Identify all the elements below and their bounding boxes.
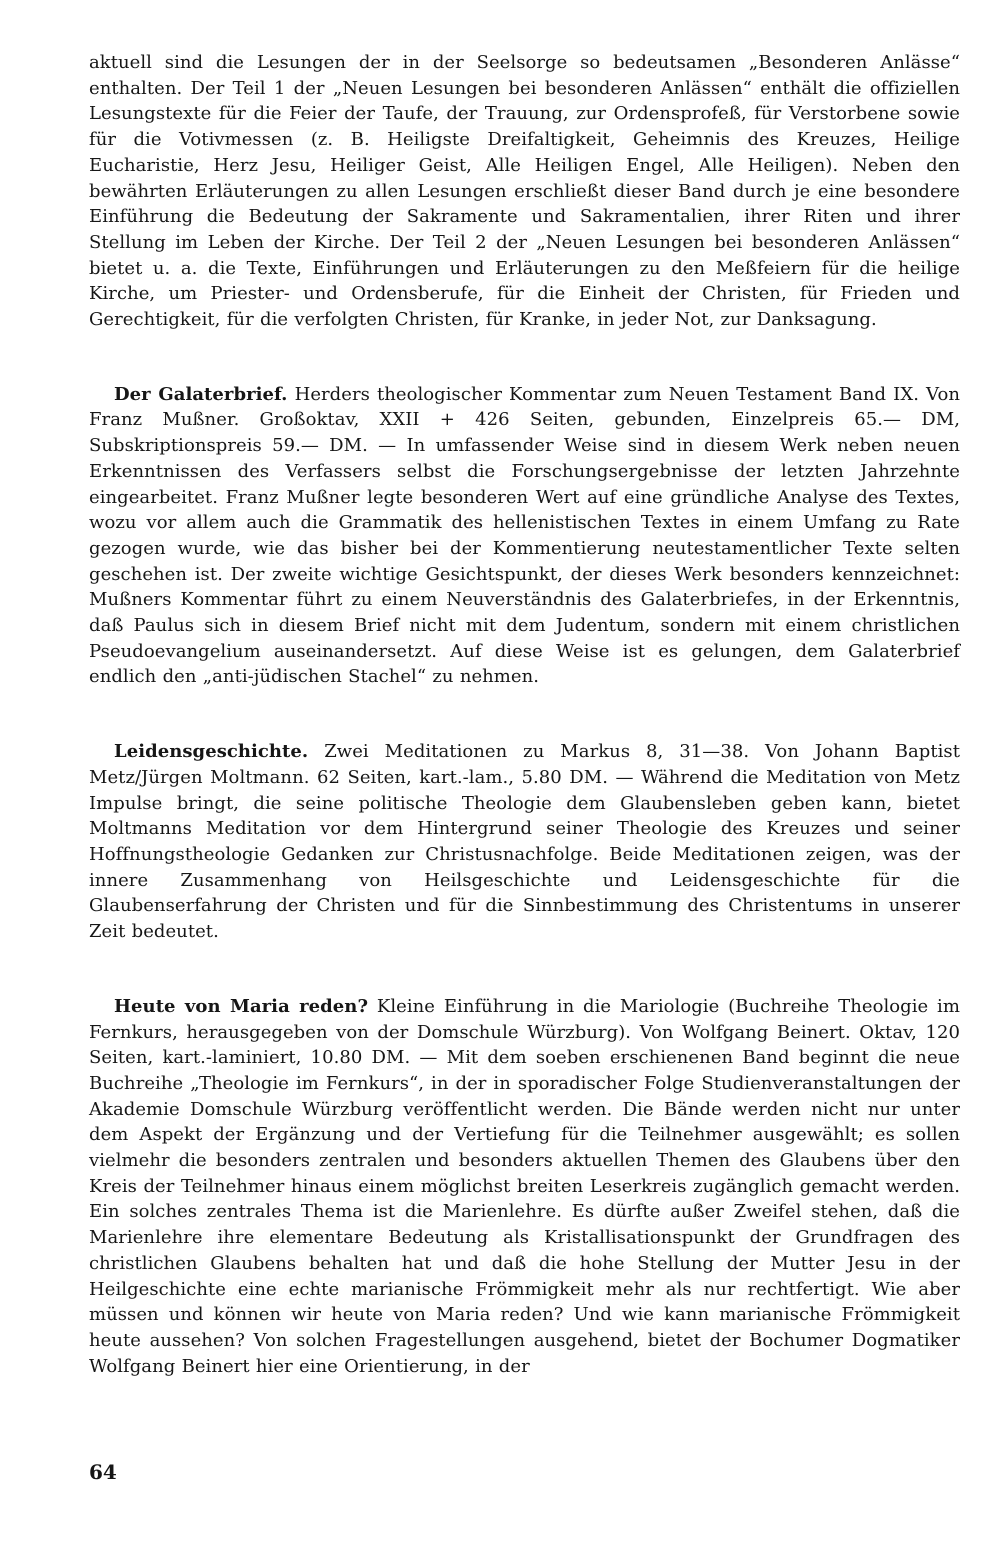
- page-body: [89, 50, 960, 1379]
- review-galaterbrief: [89, 382, 960, 690]
- review-heute-von-maria-reden: [89, 994, 960, 1380]
- paragraph-text: aktuell sind die Lesungen der in der Seelsorge so bedeutsamen „Besonderen Anlässe“ enthalten. Der Teil 1 der „Neuen Lesungen bei besonderen Anlässen“ enthält die offiziellen Lesungstexte für die Feier der Taufe, der Trauung, zur Ordensprofeß, für Verstorbene sowie für die Votivmessen (z. B. Heiligste Dreifaltigkeit, Geheimnis des Kreuzes, Heilige Eucharistie, Herz Jesu, Heiliger Geist, Alle Heiligen Engel, Alle Heiligen). Neben den bewährten Erläuterungen zu allen Lesungen erschließt dieser Band durch je eine besondere Einführung die Bedeutung der Sakramente und Sakramentalien, ihrer Riten und ihrer Stellung im Leben der Kirche. Der Teil 2 der „Neuen Lesungen bei besonderen Anlässen“ bietet u. a. die Texte, Einführungen und Erläuterungen zu den Meßfeiern für die heilige Kirche, um Priester- und Ordensberufe, für die Einheit der Christen, für Frieden und Gerechtigkeit, für die verfolgten Christen, für Kranke, in jeder Not, zur Danksagung.: [89, 52, 960, 331]
- continuation-paragraph: [89, 50, 960, 333]
- review-title: Heute von Maria reden?: [114, 995, 369, 1017]
- review-text: Herders theologischer Kommentar zum Neuen Testament Band IX. Von Franz Mußner. Großoktav, XXII + 426 Seiten, gebunden, Einzelpreis 65.— DM, Subskriptionspreis 59.— DM. — In umfassender Weise sind in diesem Werk neben neuen Erkenntnissen des Verfassers selbst die Forschungsergebnisse der letzten Jahrzehnte eingearbeitet. Franz Mußner legte besonderen Wert auf eine gründliche Analyse des Textes, wozu vor allem auch die Grammatik des hellenistischen Textes in einem Umfang zu Rate gezogen wurde, wie das bisher bei der Kommentierung neutestamentlicher Texte selten geschehen ist. Der zweite wichtige Gesichtspunkt, der dieses Werk besonders kennzeichnet: Mußners Kommentar führt zu einem Neuverständnis des Galaterbriefes, in der Erkenntnis, daß Paulus sich in diesem Brief nicht mit dem Judentum, sondern mit einem christlichen Pseudoevangelium auseinandersetzt. Auf diese Weise ist es gelungen, dem Galaterbrief endlich den „anti-jüdischen Stachel“ zu nehmen.: [89, 383, 960, 688]
- review-leidensgeschichte: [89, 739, 960, 945]
- review-text: Zwei Meditationen zu Markus 8, 31—38. Von Johann Baptist Metz/Jürgen Moltmann. 62 Seiten, kart.-lam., 5.80 DM. — Während die Meditation von Metz Impulse bringt, die seine politische Theologie dem Glaubensleben geben kann, bietet Moltmanns Meditation vor dem Hintergrund seiner Theologie des Kreuzes und seiner Hoffnungstheologie Gedanken zur Christusnachfolge. Beide Meditationen zeigen, was der innere Zusammenhang von Heilsgeschichte und Leidensgeschichte für die Glaubenserfahrung der Christen und für die Sinnbestimmung des Christentums in unserer Zeit bedeutet.: [89, 741, 960, 943]
- review-title: Leidensgeschichte.: [114, 741, 309, 763]
- review-title: Der Galaterbrief.: [114, 383, 288, 405]
- review-text: Kleine Einführung in die Mariologie (Buchreihe Theologie im Fernkurs, herausgegeben von der Domschule Würzburg). Von Wolfgang Beinert. Oktav, 120 Seiten, kart.-laminiert, 10.80 DM. — Mit dem soeben erschienenen Band beginnt die neue Buchreihe „Theologie im Fernkurs“, in der in sporadischer Folge Studienveranstaltungen der Akademie Domschule Würzburg veröffentlicht werden. Die Bände werden nicht nur unter dem Aspekt der Ergänzung und der Vertiefung für die Teilnehmer ausgewählt; es sollen vielmehr die besonders zentralen und besonders aktuellen Themen des Glaubens über den Kreis der Teilnehmer hinaus einem möglichst breiten Leserkreis zugänglich gemacht werden. Ein solches zentrales Thema ist die Marienlehre. Es dürfte außer Zweifel stehen, daß die Marienlehre ihre elementare Bedeutung als Kristallisationspunkt der Grundfragen des christlichen Glaubens behalten hat und daß die hohe Stellung der Mutter Jesu in der Heilgeschichte eine echte marianische Frömmigkeit mehr als nur rechtfertigt. Wie aber müssen und können wir heute von Maria reden? Und wie kann marianische Frömmigkeit heute aussehen? Von solchen Fragestellungen ausgehend, bietet der Bochumer Dogmatiker Wolfgang Beinert hier eine Orientierung, in der: [89, 995, 960, 1377]
- page-number: 64: [89, 1460, 117, 1484]
